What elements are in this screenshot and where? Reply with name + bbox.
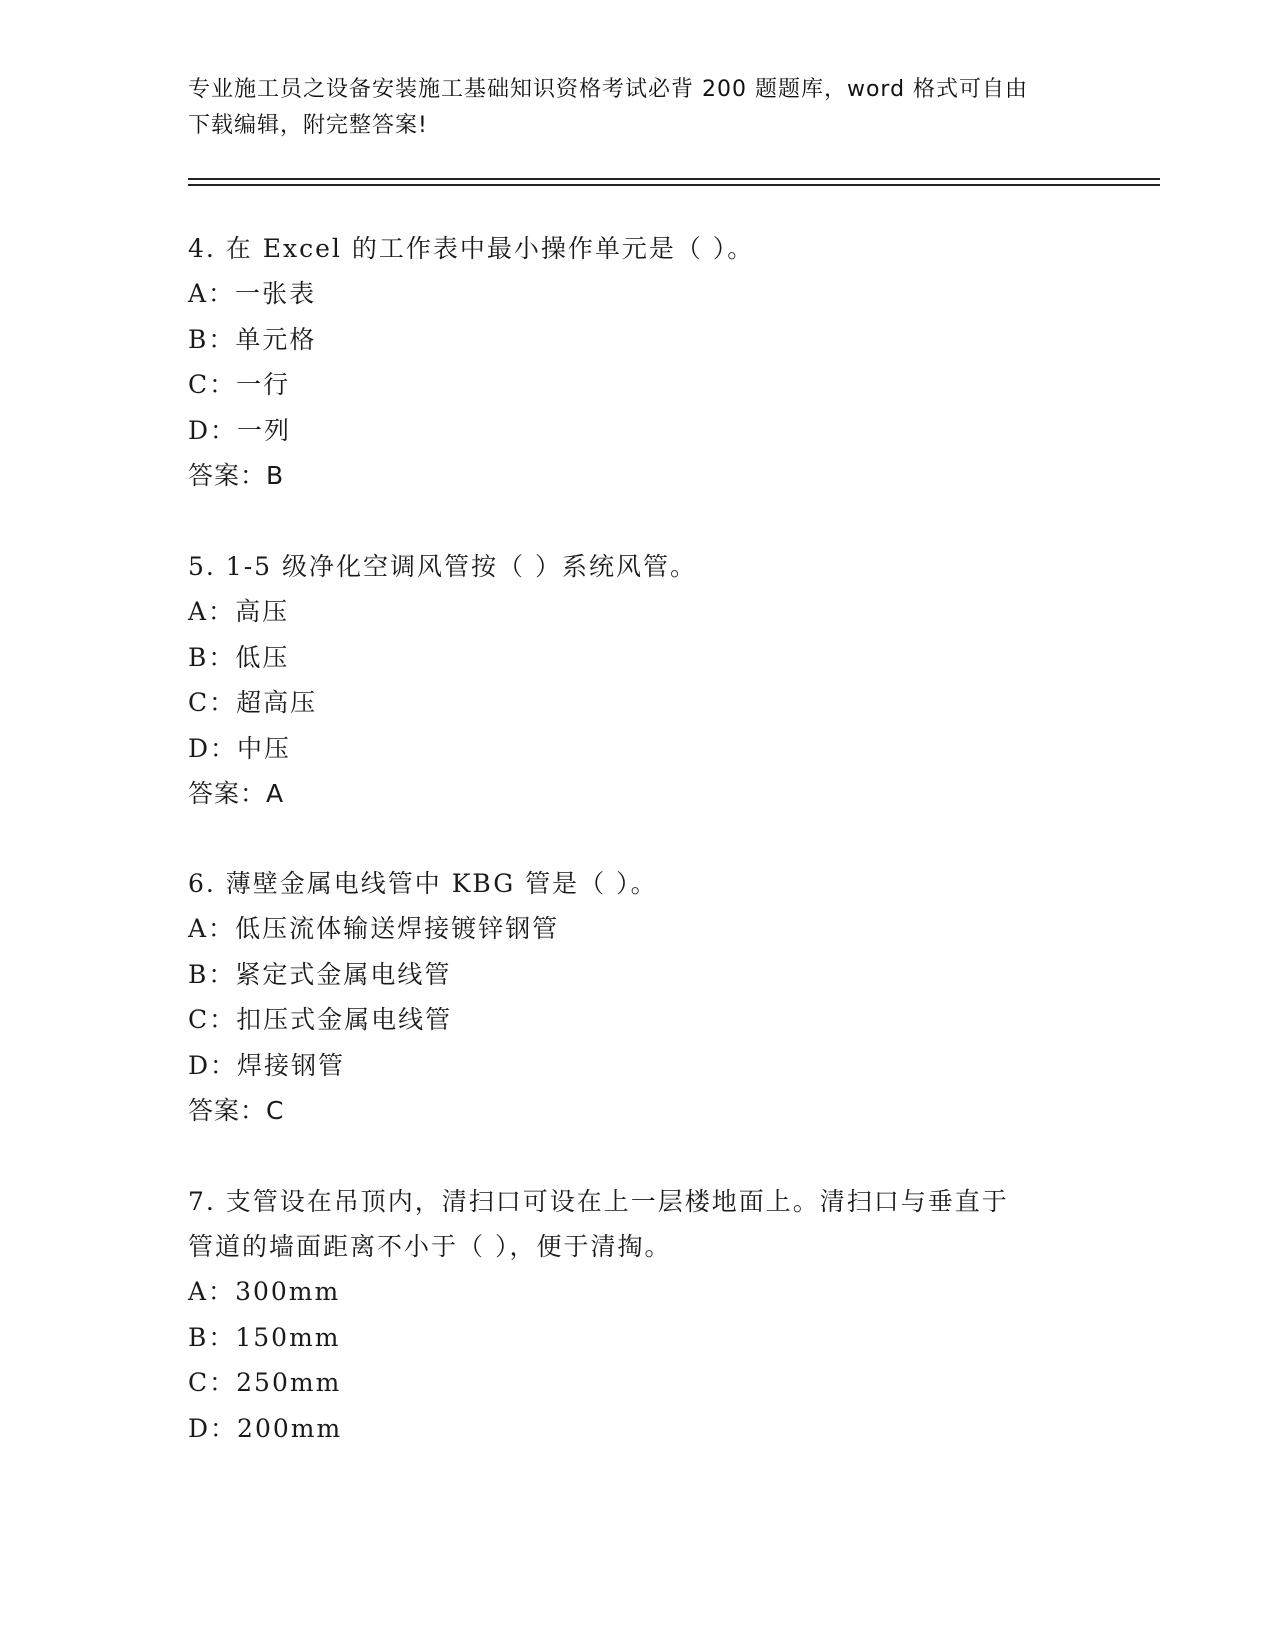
- header-line-2: 下载编辑，附完整答案!: [188, 113, 428, 138]
- option-key: A：: [188, 597, 236, 626]
- question-title: 6. 薄壁金属电线管中 KBG 管是（ ）。: [188, 869, 658, 898]
- option-key: B：: [188, 959, 236, 989]
- option-key: A：: [188, 1277, 236, 1306]
- option-d: [188, 726, 1088, 772]
- header-line-1: 专业施工员之设备安装施工基础知识资格考试必背 200 题题库，word 格式可自由: [188, 77, 1029, 102]
- option-d: [188, 408, 1088, 454]
- answer-line: 答案：C: [188, 1096, 285, 1125]
- option-text: 紧定式金属电线管: [235, 959, 452, 989]
- option-a: [188, 906, 1088, 952]
- option-d: [188, 1043, 1088, 1089]
- option-key: D：: [188, 1413, 238, 1443]
- option-d: [188, 1406, 1088, 1452]
- option-text: 超高压: [236, 688, 318, 717]
- option-key: C：: [188, 370, 237, 399]
- question-7: [188, 1179, 1088, 1451]
- question-title-line-1: 7. 支管设在吊顶内，清扫口可设在上一层楼地面上。清扫口与垂直于: [188, 1187, 1009, 1216]
- option-key: A：: [188, 914, 236, 943]
- question-title: 4. 在 Excel 的工作表中最小操作单元是（ ）。: [188, 234, 755, 263]
- option-key: D：: [188, 733, 238, 763]
- option-a: [188, 1269, 1088, 1315]
- option-key: D：: [188, 415, 238, 445]
- option-text: 低压: [235, 642, 290, 672]
- option-c: [188, 680, 1088, 726]
- answer-line: 答案：B: [188, 461, 285, 490]
- option-key: D：: [188, 1050, 238, 1080]
- option-key: A：: [188, 279, 236, 308]
- question-5: [188, 544, 1088, 817]
- option-b: [188, 317, 1088, 363]
- option-text: 一列: [237, 415, 292, 445]
- option-text: 扣压式金属电线管: [236, 1005, 453, 1034]
- header-divider-bottom: [188, 184, 1160, 186]
- option-key: B：: [188, 642, 236, 672]
- option-text: 焊接钢管: [237, 1050, 346, 1080]
- answer-line: 答案：A: [188, 779, 285, 808]
- option-b: [188, 1315, 1088, 1361]
- option-text: 一行: [236, 370, 291, 399]
- option-key: C：: [188, 1005, 237, 1034]
- option-key: B：: [188, 1322, 236, 1352]
- option-a: [188, 589, 1088, 635]
- question-title: 5. 1-5 级净化空调风管按（ ）系统风管。: [188, 552, 697, 581]
- option-a: [188, 271, 1088, 317]
- option-text: 300mm: [235, 1277, 341, 1306]
- option-text: 150mm: [235, 1322, 341, 1352]
- header-divider-top: [188, 178, 1160, 180]
- option-c: [188, 362, 1088, 408]
- option-text: 200mm: [237, 1413, 343, 1443]
- option-text: 中压: [237, 733, 292, 763]
- question-6: [188, 861, 1088, 1134]
- option-text: 单元格: [235, 324, 317, 354]
- option-text: 一张表: [235, 279, 317, 308]
- document-header: [188, 72, 1088, 144]
- option-c: [188, 1360, 1088, 1406]
- option-c: [188, 997, 1088, 1043]
- option-key: C：: [188, 688, 237, 717]
- question-4: [188, 226, 1088, 499]
- option-text: 高压: [235, 597, 290, 626]
- option-text: 250mm: [236, 1368, 342, 1397]
- option-b: [188, 635, 1088, 681]
- option-key: C：: [188, 1368, 237, 1397]
- option-key: B：: [188, 324, 236, 354]
- option-b: [188, 952, 1088, 998]
- option-text: 低压流体输送焊接镀锌钢管: [235, 914, 560, 943]
- question-title-line-2: 管道的墙面距离不小于（ ），便于清掏。: [188, 1232, 672, 1261]
